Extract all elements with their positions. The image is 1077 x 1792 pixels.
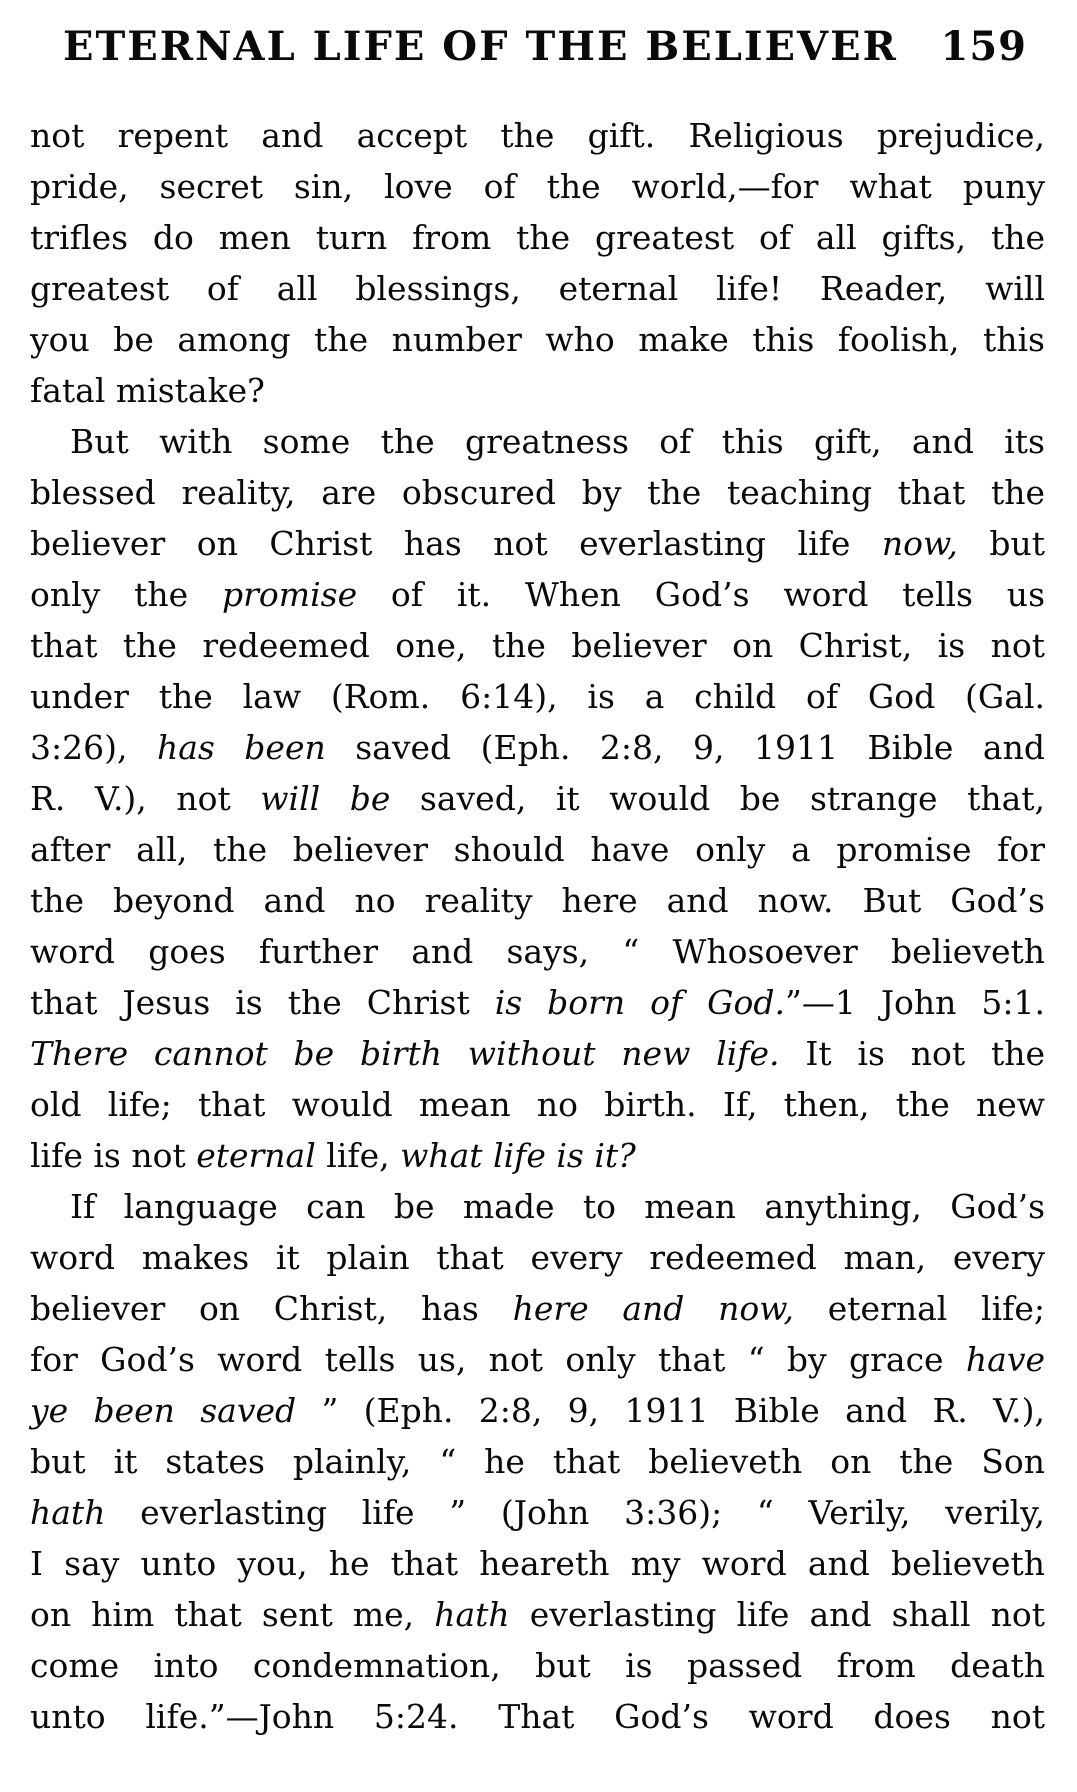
text-line bbox=[30, 1181, 1045, 1232]
text-segment: word makes it plain that every redeemed man, every bbox=[30, 1238, 1045, 1277]
text-line bbox=[30, 977, 1045, 1028]
text-line bbox=[30, 1640, 1045, 1691]
text-line bbox=[30, 569, 1045, 620]
text-line bbox=[30, 110, 1045, 161]
italic-text: here and now, bbox=[512, 1289, 795, 1328]
text-line bbox=[30, 314, 1045, 365]
text-line bbox=[30, 1589, 1045, 1640]
text-segment: pride, secret sin, love of the world,—for what puny bbox=[30, 167, 1045, 206]
text-line bbox=[30, 518, 1045, 569]
italic-text: have bbox=[965, 1340, 1045, 1379]
text-line bbox=[30, 1283, 1045, 1334]
text-line bbox=[30, 1436, 1045, 1487]
italic-text: will be bbox=[260, 779, 391, 818]
text-line bbox=[30, 824, 1045, 875]
italic-text: eternal bbox=[196, 1136, 316, 1175]
text-segment: but bbox=[957, 524, 1045, 563]
text-segment: But with some the greatness of this gift, and its bbox=[70, 422, 1045, 461]
text-line bbox=[30, 875, 1045, 926]
paragraph bbox=[30, 1181, 1045, 1742]
text-segment: ”—1 John 5:1. bbox=[785, 983, 1045, 1022]
text-segment: blessed reality, are obscured by the teaching that the bbox=[30, 473, 1045, 512]
text-line bbox=[30, 1130, 1045, 1181]
text-line bbox=[30, 773, 1045, 824]
text-segment: word goes further and says, “ Whosoever believeth bbox=[30, 932, 1045, 971]
text-line bbox=[30, 671, 1045, 722]
text-line bbox=[30, 416, 1045, 467]
text-segment: eternal life; bbox=[794, 1289, 1046, 1328]
text-segment: believer on Christ, has bbox=[30, 1289, 513, 1328]
text-segment: after all, the believer should have only a promise for bbox=[30, 830, 1045, 869]
text-line bbox=[30, 365, 1045, 416]
text-segment: the beyond and no reality here and now. But God’s bbox=[30, 881, 1045, 920]
text-segment: you be among the number who make this foolish, this bbox=[30, 320, 1045, 359]
italic-text: hath bbox=[434, 1595, 510, 1634]
chapter-title: ETERNAL LIFE OF THE BELIEVER bbox=[63, 23, 898, 70]
italic-text: hath bbox=[30, 1493, 106, 1532]
italic-text: has been bbox=[156, 728, 326, 767]
text-segment: come into condemnation, but is passed from death bbox=[30, 1646, 1045, 1685]
italic-text: what life is it? bbox=[400, 1136, 636, 1175]
italic-text: promise bbox=[222, 575, 358, 614]
text-segment: believer on Christ has not everlasting life bbox=[30, 524, 882, 563]
text-line bbox=[30, 1538, 1045, 1589]
text-segment: old life; that would mean no birth. If, then, the new bbox=[30, 1085, 1045, 1124]
text-segment: everlasting life ” (John 3:36); “ Verily, verily, bbox=[105, 1493, 1045, 1532]
text-segment: greatest of all blessings, eternal life! Reader, will bbox=[30, 269, 1045, 308]
text-segment: on him that sent me, bbox=[30, 1595, 435, 1634]
paragraph bbox=[30, 110, 1045, 416]
text-line bbox=[30, 722, 1045, 773]
running-header bbox=[63, 24, 1027, 70]
text-segment: life, bbox=[315, 1136, 401, 1175]
text-line bbox=[30, 1028, 1045, 1079]
text-line bbox=[30, 212, 1045, 263]
text-line bbox=[30, 161, 1045, 212]
text-segment: R. V.), not bbox=[30, 779, 261, 818]
text-segment: trifles do men turn from the greatest of all gifts, the bbox=[30, 218, 1045, 257]
text-line bbox=[30, 1079, 1045, 1130]
page-number: 159 bbox=[940, 23, 1027, 70]
paragraph bbox=[30, 416, 1045, 1181]
text-line bbox=[30, 1487, 1045, 1538]
text-line bbox=[30, 1385, 1045, 1436]
text-segment: not repent and accept the gift. Religious prejudice, bbox=[30, 116, 1045, 155]
text-segment: that Jesus is the Christ bbox=[30, 983, 495, 1022]
text-line bbox=[30, 1691, 1045, 1742]
text-line bbox=[30, 1232, 1045, 1283]
text-segment: of it. When God’s word tells us bbox=[357, 575, 1045, 614]
text-segment: but it states plainly, “ he that believeth on the Son bbox=[30, 1442, 1045, 1481]
page-text bbox=[30, 110, 1045, 1742]
text-segment: 3:26), bbox=[30, 728, 157, 767]
text-line bbox=[30, 1334, 1045, 1385]
text-segment: unto life.”—John 5:24. That God’s word does not bbox=[30, 1697, 1045, 1736]
text-segment: I say unto you, he that heareth my word and believeth bbox=[30, 1544, 1045, 1583]
text-segment: that the redeemed one, the believer on Christ, is not bbox=[30, 626, 1045, 665]
italic-text: There cannot be birth without new life. bbox=[30, 1034, 780, 1073]
text-segment: only the bbox=[30, 575, 223, 614]
italic-text: now, bbox=[881, 524, 958, 563]
italic-text: ye been saved bbox=[30, 1391, 297, 1430]
text-segment: saved (Eph. 2:8, 9, 1911 Bible and bbox=[325, 728, 1045, 767]
text-line bbox=[30, 263, 1045, 314]
text-segment: fatal mistake? bbox=[30, 371, 265, 410]
text-segment: ” (Eph. 2:8, 9, 1911 Bible and R. V.), bbox=[296, 1391, 1045, 1430]
text-segment: It is not the bbox=[779, 1034, 1045, 1073]
text-segment: If language can be made to mean anything, God’s bbox=[70, 1187, 1045, 1226]
text-line bbox=[30, 467, 1045, 518]
text-line bbox=[30, 926, 1045, 977]
text-segment: under the law (Rom. 6:14), is a child of God (Gal. bbox=[30, 677, 1045, 716]
text-segment: life is not bbox=[30, 1136, 197, 1175]
text-segment: everlasting life and shall not bbox=[509, 1595, 1045, 1634]
text-line bbox=[30, 620, 1045, 671]
text-segment: saved, it would be strange that, bbox=[390, 779, 1046, 818]
italic-text: is born of God. bbox=[494, 983, 785, 1022]
text-segment: for God’s word tells us, not only that “ by grace bbox=[30, 1340, 966, 1379]
